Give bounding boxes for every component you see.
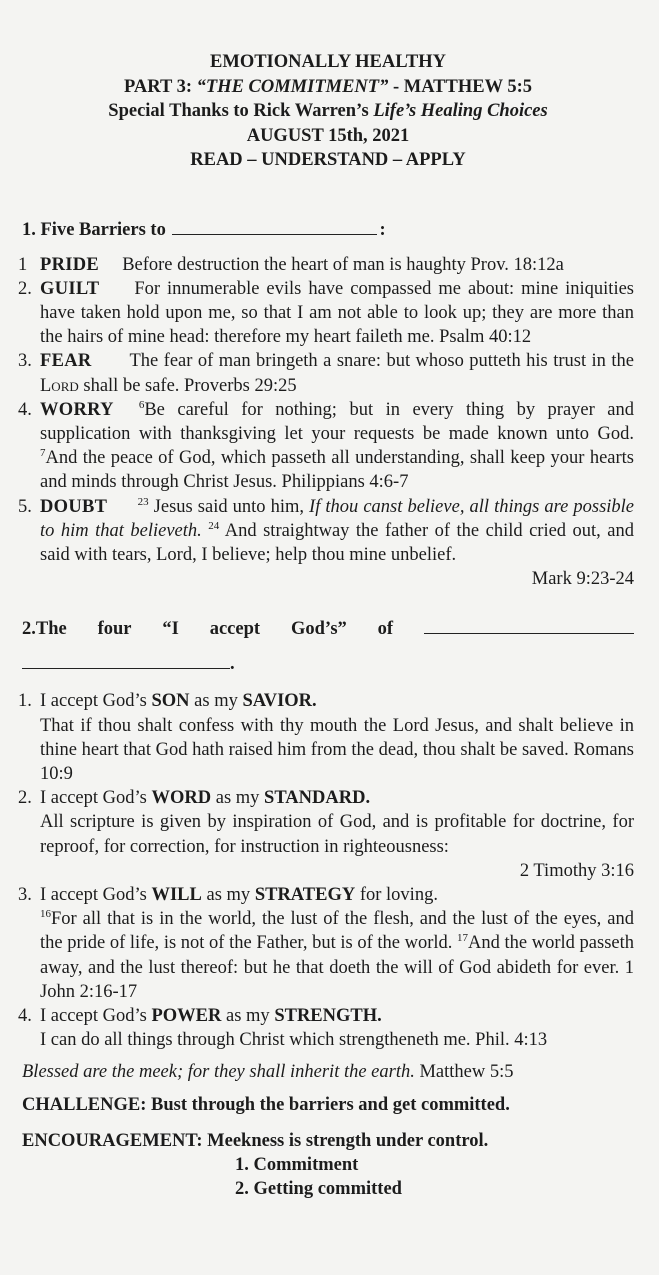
doubt-reference: Mark 9:23-24 [531,569,634,590]
fill-in-blank[interactable] [22,654,230,669]
series-title: EMOTIONALLY HEALTHY [210,52,446,72]
accept-item-power: 4. I accept God’s POWER as my STRENGTH. I can do all things through Christ which strengtheneth me. Phil. 4:13 [22,1004,634,1052]
accept-list [18,689,635,1052]
section1-title: 1. Five Barriers to : [22,219,386,240]
tagline: READ – UNDERSTAND – APPLY [190,150,466,170]
accept-item-son: 1. I accept God’s SON as my SAVIOR. That if thou shalt confess with thy mouth the Lord Jesus, and shalt believe in thine heart that God hath raised him from the dead, thou shalt be saved. Romans 10:9 [22,689,634,786]
accept-scripture: That if thou shalt confess with thy mouth the Lord Jesus, and shalt believe in thine heart that God hath raised him from the dead, thou shalt be saved. Romans 10:9 [40,715,634,784]
header [22,50,634,173]
encouragement-block [22,1129,634,1201]
accept-heading: I accept God’s WILL as my STRATEGY for loving. [40,884,438,905]
date-line: AUGUST 15th, 2021 [246,125,410,146]
barrier-item-guilt: 2. GUILT For innumerable evils have compassed me about: mine iniquities have taken hold upon me, so that I am not able to look up; they are more than the hairs of mine head: therefore my heart faileth me. Psalm 40:12 [18,278,634,348]
credit-line: Special Thanks to Rick Warren’s Life’s Healing Choices [108,101,548,121]
accept-scripture: I can do all things through Christ which strengtheneth me. Phil. 4:13 [40,1030,548,1051]
accept-item-will: 3. I accept God’s WILL as my STRATEGY for loving. $^{16}$For all that is in the world, the lust of the flesh, and the lust of the eyes, and the pride of life, is not of the Father, but is of the world. $^{17}$And the world passeth away, and the lust thereof: but he that doeth the will of God abideth for ever. 1 John 2:16-17 [22,883,634,1004]
barrier-item-doubt: 5. DOUBT $^{23}$ Jesus said unto him, If thou canst believe, all things are possible to him that believeth. $^{24}$ And straightway the father of the child cried out, and said with tears, Lord, I believe; help thou mine unbelief. Mark 9:23-24 [22,495,634,592]
closing-verse: Blessed are the meek; for they shall inherit the earth. Matthew 5:5 [22,1062,514,1083]
accept-scripture: $^{16}$For all that is in the world, the lust of the flesh, and the lust of the eyes, and the pride of life, is not of the Father, but is of the world. $^{17}$And the world passeth away, and the lust thereof: but he that doeth the will of God abideth for ever. 1 John 2:16-17 [40,908,635,1002]
sermon-notes-page [18,50,635,1201]
accept-heading: I accept God’s POWER as my STRENGTH. [40,1005,382,1026]
accept-item-word: 2. I accept God’s WORD as my STANDARD. All scripture is given by inspiration of God, and is profitable for doctrine, for reproof, for correction, for instruction in righteousness: 2 Timothy 3:16 [22,786,634,883]
barrier-item-fear: 3. FEAR The fear of man bringeth a snare: but whoso putteth his trust in the Lord shall be safe. Proverbs 29:25 [18,351,634,396]
accept-reference: 2 Timothy 3:16 [519,860,634,881]
encouragement-point-2: 2. Getting committed [235,1179,402,1200]
part-title: PART 3: “THE COMMITMENT” - MATTHEW 5:5 [123,76,533,97]
encouragement-main: ENCOURAGEMENT: Meekness is strength under control. [22,1131,489,1152]
barrier-item-worry: 4. WORRY $^6$Be careful for nothing; but in every thing by prayer and supplication with thanksgiving let your requests be made known unto God. $^7$And the peace of God, which passeth all understanding, shall keep your hearts and minds through Christ Jesus. Philippians 4:6-7 [18,398,635,493]
accept-heading: I accept God’s SON as my SAVIOR. [40,691,317,712]
section2-title: 2.The four “I accept God’s” of [22,619,634,640]
accept-heading: I accept God’s WORD as my STANDARD. [40,788,371,809]
encouragement-point-1: 1. Commitment [235,1155,359,1176]
barrier-item-pride: 1 PRIDE Before destruction the heart of man is haughty Prov. 18:12a [18,254,564,275]
section2-title-continued: . [22,654,634,675]
fill-in-blank[interactable] [424,619,634,634]
barriers-list [18,253,635,592]
challenge-statement: CHALLENGE: Bust through the barriers and get committed. [22,1095,510,1116]
fill-in-blank[interactable] [172,220,377,235]
accept-scripture: All scripture is given by inspiration of God, and is profitable for doctrine, for reproof, for correction, for instruction in righteousness: [40,812,634,857]
